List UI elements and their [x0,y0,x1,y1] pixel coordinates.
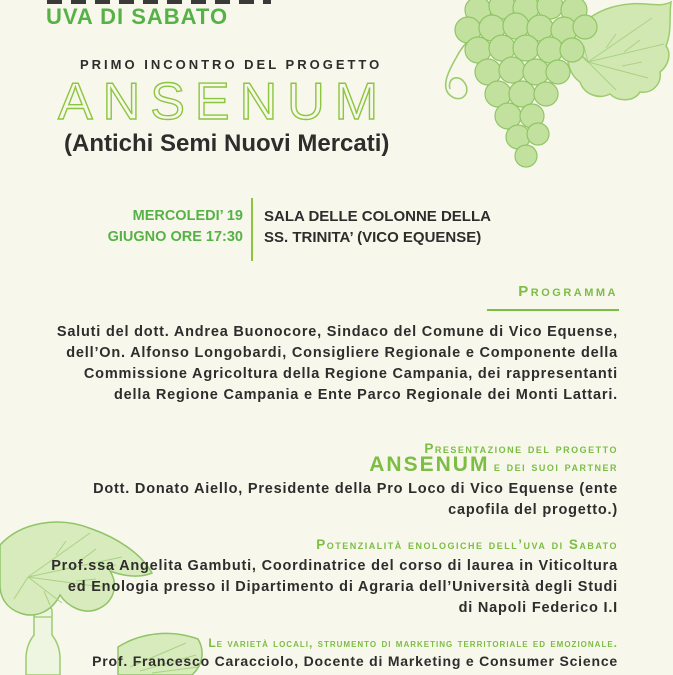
section-heading-varieta: Le varietà locali, strumento di marketing territoriale ed emozionale. [208,636,618,650]
ansenum-emphasis-text: ANSENUM [369,453,490,476]
event-date-line2: GIUGNO ORE 17:30 [107,229,243,245]
section-heading-potenzialita: Potenzialità enologiche dell’uva di Sabato [316,537,618,552]
event-venue-line2: SS. TRINITA’ (VICO EQUENSE) [264,229,482,246]
grape-bunch-icon [455,0,597,167]
section-body-varieta: Prof. Francesco Caracciolo, Docente di Marketing e Consumer Science [92,653,618,669]
poster-subtitle: (Antichi Semi Nuovi Mercati) [64,130,390,157]
section-body-potenzialita: Prof.ssa Angelita Gambuti, Coordinatrice del corso di laurea in Viticoltura ed Enologia presso il Dipartimento di Agraria dell’Università degli Studi di Napoli Federico I.I [51,558,618,616]
event-date-line1: MERCOLEDI’ 19 [132,208,243,224]
heading-underline [487,309,619,311]
vertical-divider [251,198,253,261]
section-heading-presentazione-line2 [369,453,618,477]
event-venue [264,206,491,248]
kicker-text: UVA DI SABATO [46,4,229,29]
grapes-icon [438,0,673,212]
section-body-saluti: Saluti del dott. Andrea Buonocore, Sindaco del Comune di Vico Equense, dell’On. Alfonso Longobardi, Consigliere Regionale e Componente della Commissione Agricoltura della Regione Campania, dei rappresentanti della Regione Campania e Ente Parco Regionale dei Monti Lattari. [56,324,618,403]
section-heading-presentazione: Presentazione del progetto [424,441,618,456]
pretitle-text: PRIMO INCONTRO DEL PROGETTO [80,57,383,72]
event-date [60,206,243,248]
section-body-presentazione: Dott. Donato Aiello, Presidente della Pro Loco di Vico Equense (ente capofila del progetto.) [93,481,618,518]
poster-title: ANSENUM [58,73,389,131]
event-venue-line1: SALA DELLE COLONNE DELLA [264,208,491,225]
partner-text: e dei suoi partner [493,459,618,474]
section-heading-programma: Programma [518,283,618,300]
